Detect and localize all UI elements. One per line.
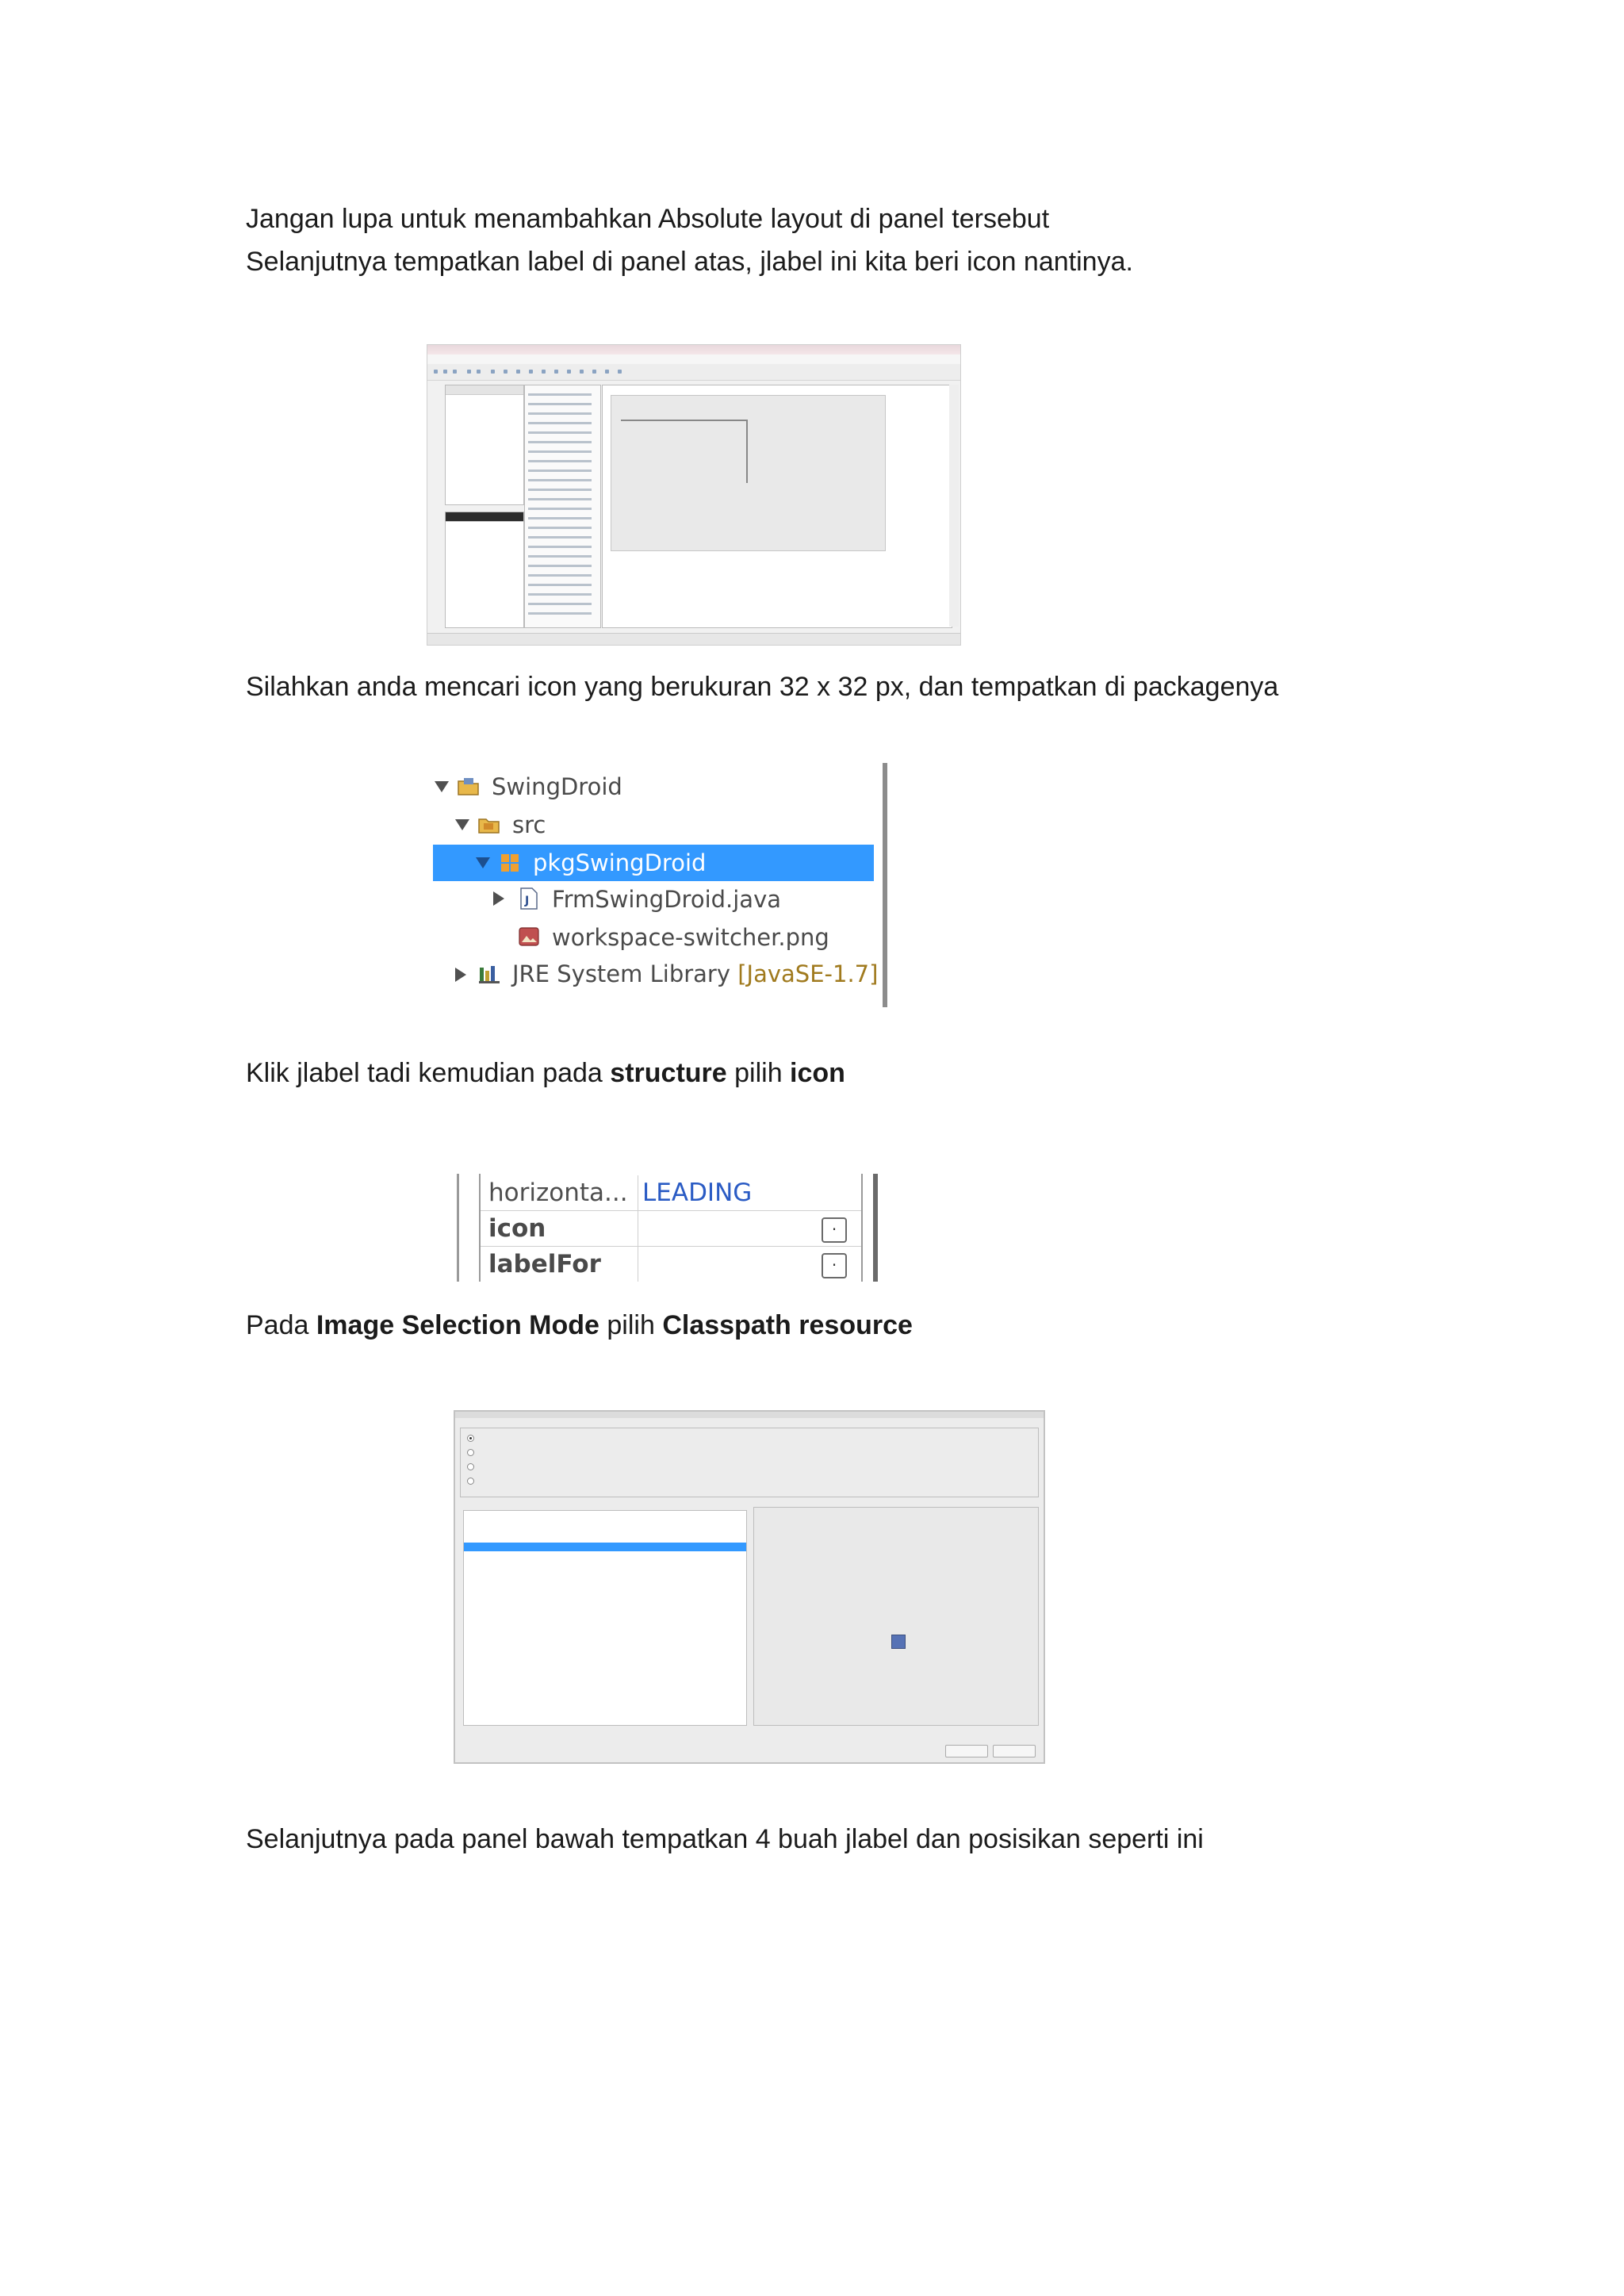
tree-item-library[interactable]: [512, 956, 878, 991]
pane-header: [446, 512, 523, 522]
palette-item: [528, 412, 592, 415]
toolbar-icon: [605, 370, 609, 374]
classpath-resource-tree: [463, 1510, 747, 1726]
palette-item: [528, 460, 592, 462]
paragraph-image-selection-mode: [246, 1304, 913, 1347]
text-image-selection-mode: Image Selection Mode: [316, 1310, 599, 1340]
paragraph-find-icon: [246, 665, 1278, 708]
panel-divider: [746, 420, 748, 483]
image-file-icon: [517, 925, 541, 949]
expand-arrow-icon[interactable]: [435, 781, 449, 792]
text-icon-keyword: icon: [790, 1058, 845, 1088]
palette-item: [528, 508, 592, 510]
edit-icon-button[interactable]: ·: [822, 1217, 847, 1243]
palette-item: [528, 403, 592, 405]
ide-right-toolbar: [949, 385, 959, 627]
toolbar-icon: [504, 370, 508, 374]
property-row-icon[interactable]: [481, 1211, 861, 1247]
dialog-header: [455, 1412, 1044, 1418]
text-bottom-panel: Selanjutnya pada panel bawah tempatkan 4 buah jlabel dan posisikan seperti ini: [246, 1824, 1204, 1854]
palette-item: [528, 574, 592, 577]
ide-title-bar: [427, 345, 960, 355]
expand-arrow-icon[interactable]: [455, 968, 466, 982]
paragraph-absolute-layout: [246, 197, 1049, 240]
paragraph-structure-icon: [246, 1052, 845, 1094]
toolbar-icon: [434, 370, 438, 374]
palette-item: [528, 565, 592, 567]
java-file-icon: [517, 887, 541, 910]
panel-divider: [621, 420, 748, 421]
text-structure-choose: pilih: [726, 1058, 791, 1088]
property-name: horizonta...: [488, 1175, 638, 1210]
library-name: JRE System Library: [512, 960, 731, 987]
palette-item: [528, 593, 592, 596]
toolbar-icon: [477, 370, 481, 374]
source-folder-icon: [477, 812, 501, 836]
ide-screenshot-figure: [427, 344, 961, 646]
pane-header: [446, 385, 523, 395]
text-structure-keyword: structure: [610, 1058, 727, 1088]
palette-item: [528, 441, 592, 443]
design-canvas: [611, 395, 886, 551]
text-place-label: Selanjutnya tempatkan label di panel atas, jlabel ini kita beri icon nantinya.: [246, 247, 1133, 277]
image-selection-mode-group: [460, 1428, 1039, 1497]
toolbar-icon: [592, 370, 596, 374]
ide-palette-pane: [524, 385, 601, 628]
paragraph-bottom-panel: [246, 1818, 1204, 1861]
palette-item: [528, 470, 592, 472]
text-mode-intro: Pada: [246, 1310, 316, 1340]
ide-package-explorer-pane: [445, 385, 524, 505]
package-icon: [498, 851, 522, 875]
text-absolute-layout: Jangan lupa untuk menambahkan Absolute layout di panel tersebut: [246, 204, 1050, 234]
palette-item: [528, 555, 592, 558]
property-name: icon: [488, 1211, 638, 1246]
toolbar-icon: [443, 370, 447, 374]
tree-item-java-file[interactable]: FrmSwingDroid.java: [552, 886, 782, 913]
palette-item: [528, 536, 592, 539]
toolbar-icon: [580, 370, 584, 374]
palette-item: [528, 431, 592, 434]
palette-item: [528, 479, 592, 481]
palette-item: [528, 393, 592, 396]
toolbar-icon: [554, 370, 558, 374]
palette-item: [528, 498, 592, 500]
toolbar-icon: [542, 370, 546, 374]
toolbar-icon: [529, 370, 533, 374]
tree-item-image-file[interactable]: workspace-switcher.png: [552, 924, 829, 951]
default-image-radio[interactable]: [467, 1478, 474, 1485]
toolbar-icon: [467, 370, 471, 374]
palette-item: [528, 546, 592, 548]
ok-button[interactable]: [993, 1745, 1036, 1757]
ide-structure-pane: [445, 512, 524, 628]
property-row-horizontal-alignment[interactable]: [481, 1175, 861, 1211]
no-image-radio[interactable]: [467, 1463, 474, 1470]
absolute-path-radio[interactable]: [467, 1449, 474, 1456]
classpath-resource-radio[interactable]: [467, 1435, 474, 1442]
property-name: labelFor: [488, 1247, 638, 1282]
expand-arrow-icon[interactable]: [476, 857, 490, 868]
image-preview-pane: [753, 1507, 1039, 1726]
package-tree-figure: [427, 761, 891, 1009]
tree-selection-highlight[interactable]: [464, 1543, 746, 1551]
palette-item: [528, 603, 592, 605]
property-value[interactable]: LEADING: [642, 1179, 753, 1207]
paragraph-place-label: [246, 240, 1133, 283]
palette-item: [528, 612, 592, 615]
preview-image: [891, 1635, 906, 1649]
property-grid: [479, 1174, 863, 1282]
toolbar-icon: [618, 370, 622, 374]
text-classpath-resource: Classpath resource: [662, 1310, 913, 1340]
toolbar-icon: [453, 370, 457, 374]
grid-scrollbar[interactable]: [873, 1174, 878, 1282]
tree-item-src[interactable]: src: [512, 811, 546, 838]
palette-item: [528, 422, 592, 424]
palette-item: [528, 584, 592, 586]
text-find-icon: Silahkan anda mencari icon yang berukuran 32 x 32 px, dan tempatkan di packagenya: [246, 672, 1279, 702]
palette-item: [528, 527, 592, 529]
edit-label-for-button[interactable]: ·: [822, 1253, 847, 1278]
image-selection-dialog-figure: [454, 1410, 1045, 1764]
tree-item-project[interactable]: SwingDroid: [492, 773, 622, 800]
library-icon: [477, 961, 501, 985]
palette-item: [528, 489, 592, 491]
tree-scrollbar[interactable]: [883, 763, 887, 1007]
expand-arrow-icon[interactable]: [455, 819, 469, 830]
text-mode-choose: pilih: [599, 1310, 663, 1340]
svg-text:J: J: [525, 895, 530, 907]
project-folder-icon: [457, 774, 481, 798]
library-version: [JavaSE-1.7]: [737, 960, 879, 987]
property-row-label-for[interactable]: [481, 1247, 861, 1282]
palette-item: [528, 450, 592, 453]
property-grid-figure: [457, 1174, 881, 1283]
toolbar-icon: [491, 370, 495, 374]
grid-border: [457, 1174, 459, 1282]
palette-item: [528, 517, 592, 519]
ide-design-editor: [602, 385, 952, 628]
ide-status-bar: [427, 633, 960, 645]
text-structure-intro: Klik jlabel tadi kemudian pada: [246, 1058, 611, 1088]
tree-item-package[interactable]: pkgSwingDroid: [533, 849, 707, 876]
toolbar-icon: [516, 370, 520, 374]
expand-arrow-icon[interactable]: [493, 891, 504, 906]
ide-toolbar: [427, 364, 960, 381]
cancel-button[interactable]: [945, 1745, 988, 1757]
toolbar-icon: [567, 370, 571, 374]
